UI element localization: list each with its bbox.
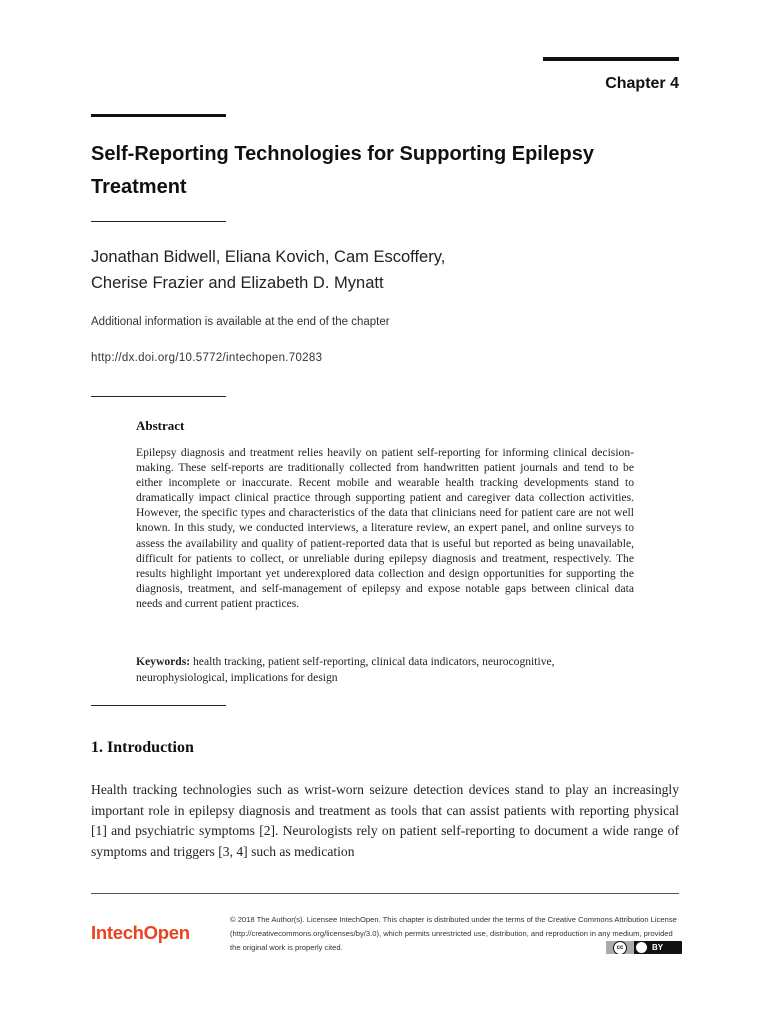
section-heading: 1. Introduction [91,739,194,756]
cc-icon: cc [613,941,627,954]
doi-link[interactable]: http://dx.doi.org/10.5772/intechopen.70283 [91,352,323,364]
chapter-label: Chapter 4 [605,75,679,92]
paper-title [91,138,691,204]
divider [91,221,226,222]
authors-line-2: Cherise Frazier and Elizabeth D. Mynatt [91,274,384,292]
additional-info: Additional information is available at the end of the chapter [91,316,390,328]
keywords-text: health tracking, patient self-reporting, clinical data indicators, neurocognitive, neurophysiological, implications for design [136,655,555,684]
license-text: © 2018 The Author(s). Licensee IntechOpen. This chapter is distributed under the terms of the Creative Commons Attribution License (http://creativecommons.org/licenses/by/3.0), which permits unrestricted use, distribution, and reproduction in any medium, provided the original work is properly cited. [230,915,677,952]
abstract-body: Epilepsy diagnosis and treatment relies heavily on patient self-reporting for informing clinical decision-making. These self-reports are traditionally collected from handwritten patient journals and tend to be either incomplete or inaccurate. Recent mobile and wearable health tracking developments stand to dramatically impact clinical practice through supporting patient and caregiver data collection activities. However, the specific types and characteristics of the data that clinicians need for patient care are not well known. In this study, we conducted interviews, a literature review, an expert panel, and online surveys to assess the availability and quality of patient-reported data that is useful but reported as being unavailable, difficult for patients to collect, or unreliable during epilepsy diagnosis and treatment, respectively. The results highlight important yet underexplored data collection and design opportunities for supporting the diagnosis, treatment, and self-management of epilepsy and expose notable gaps between clinical data needs and current patient practices. [136,446,634,610]
abstract-heading: Abstract [136,418,185,433]
cc-by-badge[interactable] [606,941,682,954]
title-line-2: Treatment [91,176,187,198]
introduction-body: Health tracking technologies such as wrist-worn seizure detection devices stand to play an increasingly important role in epilepsy diagnosis and treatment as tools that can assist patients with reporting physical [1] and psychiatric symptoms [2]. Neurologists rely on patient self-reporting to document a wide range of symptoms and triggers [3, 4] such as medication [91,782,679,859]
by-label: BY [652,943,664,952]
footer-divider [91,893,679,894]
divider [91,705,226,706]
author-list [91,244,651,296]
intechopen-logo: IntechOpen [91,922,190,943]
chapter-bar [543,57,679,61]
by-person-icon [636,942,647,953]
authors-line-1: Jonathan Bidwell, Eliana Kovich, Cam Escoffery, [91,248,446,266]
divider [91,396,226,397]
title-line-1: Self-Reporting Technologies for Supporting Epilepsy [91,143,594,165]
keywords-label: Keywords: [136,655,191,668]
title-bar [91,114,226,117]
keywords [136,654,634,685]
